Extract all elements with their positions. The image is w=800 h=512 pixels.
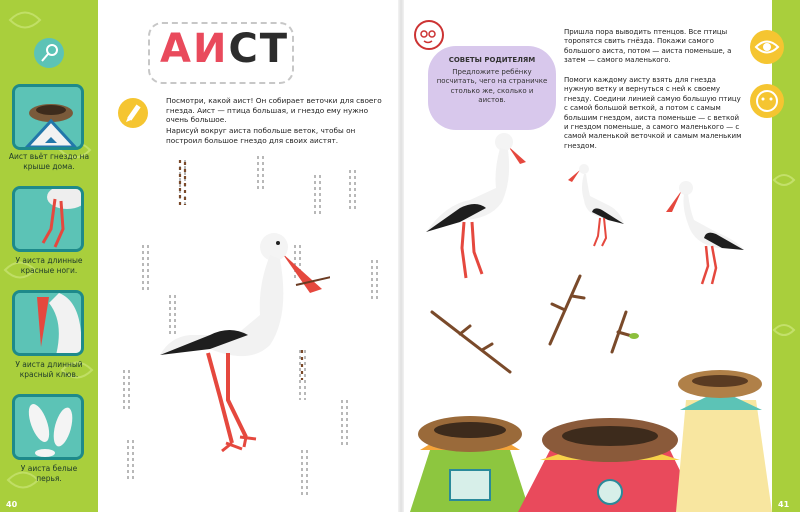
- stork-legs-illustration: [15, 189, 84, 252]
- page-title: АИСТ: [160, 26, 290, 72]
- page-number-left: 40: [6, 500, 18, 509]
- stork-large-illustration: [150, 225, 330, 465]
- feathers-illustration: [15, 397, 84, 460]
- stork-beak-illustration: [15, 293, 84, 356]
- sidebar-caption-beak: У аиста длинный красный клюв.: [15, 360, 83, 379]
- pencil-icon: [118, 98, 148, 128]
- microphone-icon[interactable]: [34, 38, 64, 68]
- stork-medium-right: [664, 178, 748, 290]
- right-task-text: Помоги каждому аисту взять для гнезда нужную ветку и вернуться с ней к своему гнезду. Соедини линией самую большую птицу с самой большой веткой, а потом с самым большим гнездом, аиста поменьше — с веткой и гнездом поменьше, а самого маленького — с самой маленькой веточкой и самым маленьким гнездом.: [564, 76, 742, 150]
- stork-small-right: [566, 160, 630, 252]
- sidebar-card-beak: [12, 290, 84, 356]
- parents-tip-text: Предложите ребёнку посчитать, чего на страничке столько же, сколько и аистов.: [436, 68, 548, 104]
- eye-icon[interactable]: [750, 30, 784, 64]
- sidebar-caption-nest: Аист вьёт гнездо на крыше дома.: [8, 152, 90, 171]
- right-intro-text: Пришла пора выводить птенцов. Все птицы торопятся свить гнёзда. Покажи самого большого аиста, потом — аиста поменьше, а затем — самого маленького.: [564, 28, 732, 65]
- face-icon[interactable]: [750, 84, 784, 118]
- sidebar-card-nest: [12, 84, 84, 150]
- parent-avatar-icon: [414, 20, 444, 50]
- task-text: Нарисуй вокруг аиста побольше веток, чтобы он построил большое гнездо для своих аистят.: [166, 126, 356, 145]
- parents-tip-title: СОВЕТЫ РОДИТЕЛЯМ: [448, 56, 536, 64]
- intro-text: Посмотри, какой аист! Он собирает веточки для своего гнезда. Аист — птица большая, и гнездо ему нужно очень большое.: [166, 96, 382, 125]
- leaf-pattern-right: [772, 0, 800, 512]
- nest-on-roof-illustration: [15, 87, 84, 150]
- page-number-right: 41: [778, 500, 790, 509]
- sidebar-card-feathers: [12, 394, 84, 460]
- stork-big-right: [420, 128, 530, 288]
- houses-with-nests: [400, 360, 772, 512]
- sidebar-caption-feathers: У аиста белые перья.: [20, 464, 78, 483]
- sidebar-caption-legs: У аиста длинные красные ноги.: [15, 256, 83, 275]
- sidebar-card-legs: [12, 186, 84, 252]
